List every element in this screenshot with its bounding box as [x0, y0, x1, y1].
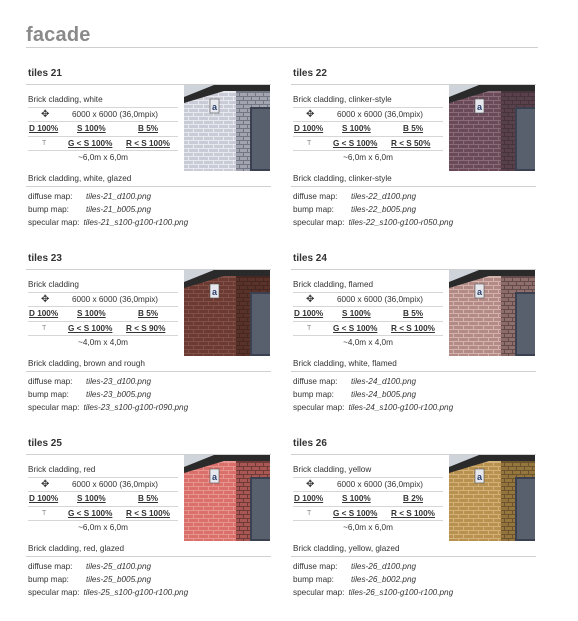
variant-description: Brick cladding, white, flamed — [293, 359, 397, 368]
svg-text:a: a — [476, 102, 483, 112]
specular-value: S 100% — [77, 494, 106, 503]
texture-description: Brick cladding, yellow — [293, 465, 372, 474]
t-marker: T — [307, 509, 312, 517]
variant-divider — [291, 186, 536, 187]
texture-preview-image — [184, 85, 270, 171]
svg-text:a: a — [211, 472, 218, 482]
tile-name: tiles 22 — [293, 68, 327, 79]
spec-table — [28, 93, 178, 165]
bump-value: B 5% — [138, 494, 159, 503]
variant-divider — [26, 186, 271, 187]
specular-value: S 100% — [342, 494, 371, 503]
move-arrows-icon: ✥ — [306, 108, 315, 120]
variant-divider — [291, 371, 536, 372]
svg-text:a: a — [476, 472, 483, 482]
map-list — [28, 190, 188, 229]
diffuse-value: D 100% — [29, 124, 59, 133]
variant-divider — [26, 556, 271, 557]
move-arrows-icon: ✥ — [41, 478, 50, 490]
glossiness-value: G < S 100% — [68, 323, 113, 333]
glossiness-value: G < S 100% — [333, 138, 378, 148]
diffuse-map-label: diffuse map: — [293, 192, 338, 201]
diffuse-map-file: tiles-23_d100.png — [86, 377, 152, 386]
specular-map-file: tiles-25_s100-g100-r100.png — [83, 588, 189, 597]
reflection-value: R < S 90% — [126, 323, 166, 333]
move-arrows-icon: ✥ — [41, 293, 50, 305]
tile-card — [26, 68, 271, 227]
diffuse-value: D 100% — [29, 309, 59, 318]
texture-description: Brick cladding, clinker-style — [293, 95, 392, 104]
tile-name: tiles 23 — [28, 253, 62, 264]
reflection-value: R < S 100% — [391, 323, 435, 333]
bump-map-file: tiles-22_b005.png — [351, 205, 417, 214]
tile-name: tiles 26 — [293, 438, 327, 449]
variant-divider — [26, 371, 271, 372]
bump-map-file: tiles-21_b005.png — [86, 205, 152, 214]
resolution: 6000 x 6000 (36,0mpix) — [72, 479, 159, 489]
variant-description: Brick cladding, yellow, glazed — [293, 544, 400, 553]
specular-map-label: specular map: — [293, 218, 345, 227]
diffuse-map-file: tiles-21_d100.png — [86, 192, 152, 201]
reflection-value: R < S 100% — [126, 138, 170, 148]
real-size: ~6,0m x 6,0m — [343, 153, 393, 162]
spec-table — [28, 463, 178, 535]
map-list — [293, 560, 453, 599]
spec-table — [293, 463, 443, 535]
tile-card — [291, 253, 536, 412]
reflection-value: R < S 50% — [391, 138, 431, 148]
bump-map-file: tiles-26_b002.png — [351, 575, 417, 584]
specular-value: S 100% — [342, 309, 371, 318]
specular-value: S 100% — [77, 124, 106, 133]
specular-map-file: tiles-24_s100-g100-r100.png — [348, 403, 454, 412]
specular-map-label: specular map: — [28, 218, 80, 227]
bump-value: B 5% — [403, 124, 424, 133]
t-marker: T — [42, 139, 47, 147]
move-arrows-icon: ✥ — [306, 293, 315, 305]
variant-description: Brick cladding, white, glazed — [28, 174, 132, 183]
map-list — [28, 560, 188, 599]
specular-map-file: tiles-22_s100-g100-r050.png — [348, 218, 454, 227]
diffuse-map-file: tiles-26_d100.png — [351, 562, 417, 571]
tile-card — [26, 438, 271, 597]
t-marker: T — [42, 509, 47, 517]
title-divider — [26, 47, 538, 48]
svg-text:a: a — [211, 287, 218, 297]
move-arrows-icon: ✥ — [306, 478, 315, 490]
bump-map-label: bump map: — [293, 205, 334, 214]
diffuse-value: D 100% — [29, 494, 59, 503]
building-corner-illustration — [449, 455, 535, 541]
spec-table — [293, 278, 443, 350]
bump-value: B 5% — [138, 309, 159, 318]
svg-text:a: a — [211, 102, 218, 112]
diffuse-value: D 100% — [294, 494, 324, 503]
variant-description: Brick cladding, red, glazed — [28, 544, 125, 553]
texture-preview-image — [184, 270, 270, 356]
texture-description: Brick cladding, red — [28, 465, 96, 474]
diffuse-map-label: diffuse map: — [293, 562, 338, 571]
real-size: ~4,0m x 4,0m — [78, 338, 128, 347]
bump-map-label: bump map: — [28, 575, 69, 584]
variant-description: Brick cladding, brown and rough — [28, 359, 145, 368]
glossiness-value: G < S 100% — [333, 508, 378, 518]
move-arrows-icon: ✥ — [41, 108, 50, 120]
real-size: ~6,0m x 6,0m — [343, 523, 393, 532]
glossiness-value: G < S 100% — [333, 323, 378, 333]
specular-map-file: tiles-26_s100-g100-r100.png — [348, 588, 454, 597]
svg-text:a: a — [476, 287, 483, 297]
bump-map-label: bump map: — [293, 390, 334, 399]
real-size: ~4,0m x 4,0m — [343, 338, 393, 347]
specular-map-label: specular map: — [28, 403, 80, 412]
spec-table — [28, 278, 178, 350]
building-corner-illustration — [184, 455, 270, 541]
diffuse-map-file: tiles-22_d100.png — [351, 192, 417, 201]
specular-map-label: specular map: — [293, 588, 345, 597]
bump-value: B 2% — [403, 494, 424, 503]
reflection-value: R < S 100% — [391, 508, 435, 518]
bump-map-file: tiles-23_b005.png — [86, 390, 152, 399]
variant-description: Brick cladding, clinker-style — [293, 174, 392, 183]
specular-map-file: tiles-21_s100-g100-r100.png — [83, 218, 189, 227]
bump-map-label: bump map: — [28, 390, 69, 399]
tile-card — [26, 253, 271, 412]
texture-preview-image — [449, 270, 535, 356]
reflection-value: R < S 100% — [126, 508, 170, 518]
glossiness-value: G < S 100% — [68, 508, 113, 518]
t-marker: T — [307, 139, 312, 147]
diffuse-map-file: tiles-24_d100.png — [351, 377, 417, 386]
bump-value: B 5% — [138, 124, 159, 133]
diffuse-map-label: diffuse map: — [28, 562, 73, 571]
specular-value: S 100% — [77, 309, 106, 318]
texture-preview-image — [449, 455, 535, 541]
texture-description: Brick cladding, flamed — [293, 280, 374, 289]
glossiness-value: G < S 100% — [68, 138, 113, 148]
bump-map-label: bump map: — [293, 575, 334, 584]
diffuse-map-label: diffuse map: — [28, 377, 73, 386]
texture-preview-image — [449, 85, 535, 171]
page-title: facade — [26, 24, 91, 46]
t-marker: T — [307, 324, 312, 332]
tile-name: tiles 24 — [293, 253, 327, 264]
specular-value: S 100% — [342, 124, 371, 133]
bump-map-file: tiles-25_b005.png — [86, 575, 152, 584]
building-corner-illustration — [184, 270, 270, 356]
diffuse-map-label: diffuse map: — [293, 377, 338, 386]
t-marker: T — [42, 324, 47, 332]
bump-map-label: bump map: — [28, 205, 69, 214]
tile-card — [291, 68, 536, 227]
diffuse-map-label: diffuse map: — [28, 192, 73, 201]
bump-value: B 5% — [403, 309, 424, 318]
building-corner-illustration — [449, 85, 535, 171]
real-size: ~6,0m x 6,0m — [78, 153, 128, 162]
real-size: ~6,0m x 6,0m — [78, 523, 128, 532]
resolution: 6000 x 6000 (36,0mpix) — [337, 109, 424, 119]
variant-divider — [291, 556, 536, 557]
resolution: 6000 x 6000 (36,0mpix) — [337, 294, 424, 304]
map-list — [293, 375, 453, 414]
resolution: 6000 x 6000 (36,0mpix) — [337, 479, 424, 489]
texture-description: Brick cladding, white — [28, 95, 103, 104]
building-corner-illustration — [449, 270, 535, 356]
bump-map-file: tiles-24_b005.png — [351, 390, 417, 399]
tile-name: tiles 25 — [28, 438, 62, 449]
resolution: 6000 x 6000 (36,0mpix) — [72, 109, 159, 119]
diffuse-map-file: tiles-25_d100.png — [86, 562, 152, 571]
diffuse-value: D 100% — [294, 124, 324, 133]
spec-table — [293, 93, 443, 165]
map-list — [28, 375, 188, 414]
tile-name: tiles 21 — [28, 68, 62, 79]
specular-map-file: tiles-23_s100-g100-r090.png — [83, 403, 189, 412]
specular-map-label: specular map: — [293, 403, 345, 412]
diffuse-value: D 100% — [294, 309, 324, 318]
texture-description: Brick cladding — [28, 280, 79, 289]
resolution: 6000 x 6000 (36,0mpix) — [72, 294, 159, 304]
tile-card — [291, 438, 536, 597]
map-list — [293, 190, 453, 229]
specular-map-label: specular map: — [28, 588, 80, 597]
texture-preview-image — [184, 455, 270, 541]
building-corner-illustration — [184, 85, 270, 171]
